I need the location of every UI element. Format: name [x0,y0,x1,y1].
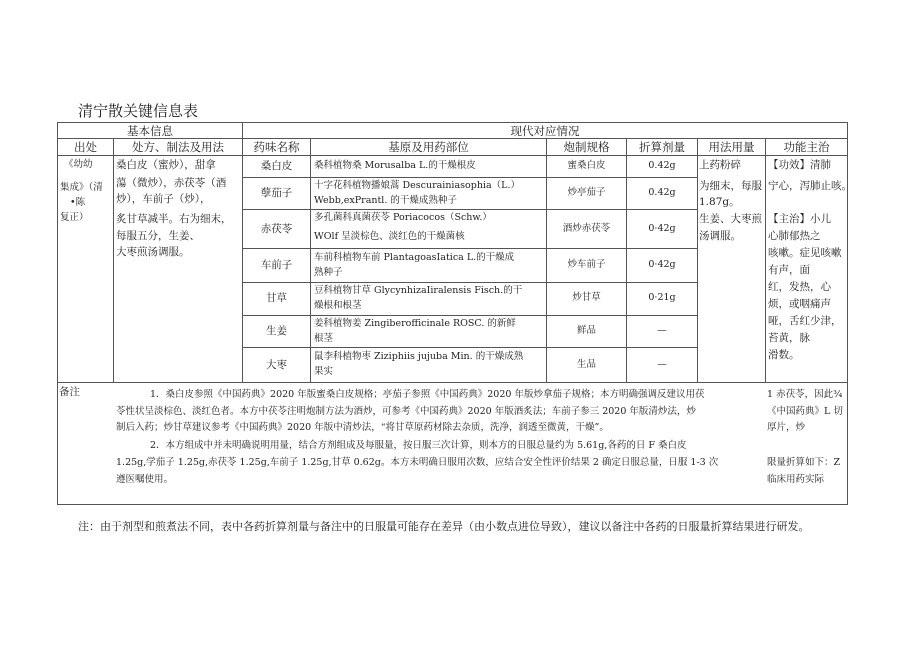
source-line: 集成》（清 [60,182,103,193]
remark-top [57,382,848,383]
herb-dose: 0·42g [648,259,676,270]
usage-line: 1.87g。 [699,196,740,208]
herb-origin: 根茎 [314,333,334,344]
effect-line: 咳嗽。症见咳嗽 [768,247,842,259]
effect-line: 滑数。 [768,349,800,361]
method-line: 大枣煎汤调服。 [116,246,190,258]
header-dose: 折算剂量 [639,140,685,154]
header-origin: 基原及用药部位 [388,140,469,154]
remark-right-line: 限量折算如下：Z [767,457,841,468]
herb-origin: Webb,exPrantl. 的干燥成熟种子 [314,195,457,206]
table-border-bottom [57,504,848,505]
method-line: 桑白皮（蜜炒），甜拿 [116,159,216,171]
source-line: •陈 [70,197,86,208]
footnote: 注：由于剂型和煎煮法不同，表中各药折算剂量与备注中的日服量可能存在差异（由小数点进位导致），建议以备注中各药的日服量折算结果进行研发。 [78,520,810,533]
effect-line: 心肺郁热之 [768,230,821,242]
remark-line: 1．桑白皮参照《中国药典》2020 年版蜜桑白皮规格；亭茄子参照《中国药典》2020 年版炒拿茄子规格；本方明确强调反建议用茯 [150,389,705,400]
table-title: 清宁散关键信息表 [78,102,199,120]
herb-process: 炒车前子 [567,259,606,270]
herb-process: 鲜品 [576,325,596,336]
header-process: 炮制规格 [563,140,610,154]
herb-process: 生品 [576,359,596,370]
herb-name: 甘草 [266,292,287,304]
header-basic-info: 基本信息 [127,124,173,138]
remark-right-line: 1 赤茯苓，因此¾ [767,389,843,400]
remark-line: 2．本方组成中并未明确说明用量，结合方剂组成及每服量，按日服三次计算，则本方的日服总量约为 5.61g,各药的日 F 桑白皮 [150,440,687,451]
herb-dose: 0.42g [648,187,676,198]
herb-origin: 多孔菌科真菌茯苓 Poriacocos（Schw.） [314,212,492,223]
herb-origin: 车前科植物车前 PlantagoasIatica L.的干燥成 [314,252,515,263]
usage-line: 上药粉碎 [699,159,741,171]
usage-line: 生姜、大枣煎 [699,213,762,225]
herb-name: 生姜 [266,325,287,337]
header-method: 处方、制法及用法 [132,140,224,154]
effect-line: 【功效】清肺 [768,159,831,171]
herb-name: 车前子 [260,259,293,271]
usage-line: 为细末，每服 [699,180,762,192]
herb-name: 大枣 [266,359,287,371]
table-border-left [57,122,58,505]
effect-line: 哑，舌红少津， [768,315,842,327]
header-source: 出处 [74,140,97,154]
herb-origin: WOlf 呈淡棕色、淡红色的干燥菌核 [314,231,465,242]
header-effect: 功能主治 [783,140,830,154]
herb-origin: 燥根和根茎 [314,300,362,311]
herb-dose: — [657,359,667,370]
effect-line: 苔黄，脉 [768,332,810,344]
effect-line: 烦，或咽痛声 [768,298,831,310]
column-divider [310,138,311,383]
herb-origin: 十字花科植物播娘蒿 Descurainiasophia（L.） [314,180,520,191]
column-divider [765,138,766,383]
herb-dose: 0·42g [648,223,676,234]
herb-origin: 熟种子 [314,267,343,278]
herb-process: 炒甘草 [572,292,601,303]
effect-line: 有声，面 [768,264,810,276]
source-line: 复正） [60,212,89,223]
remark-line: 1.25g,学茄子 1.25g,赤茯苓 1.25g,车前子 1.25g,甘草 0.62g。本方未明确日服用次数，应结合安全性评价结果 2 确定日服总量，日服 1-3 次 [116,457,719,468]
remark-line: 遵医嘱使用。 [116,474,174,485]
herb-process: 酒炒赤茯苓 [562,223,611,234]
remark-right-line: 《中国药典》L 切 [767,406,843,417]
remark-line: 制后入药；炒甘草建议参考《中国药典》2020 年版中清炒法，“将甘草原药材除去杂质，洗净，润透至微黄，干燥”。 [116,422,609,433]
herb-dose: — [657,325,667,336]
herb-process: 炒亭茄子 [567,187,606,198]
herb-dose: 0·21g [648,292,676,303]
herb-name: 赤茯苓 [260,223,293,235]
herb-origin: 鼠李科植物枣 Ziziphiis jujuba Min. 的干燥成熟 [314,351,524,362]
effect-line: 红，发热，心 [768,281,831,293]
table-border-top [57,122,848,123]
herb-name: 桑白皮 [260,160,293,172]
column-divider [697,138,698,383]
method-line: 炙甘草减半。右为细末， [116,213,232,225]
source-line: 《幼幼 [64,159,93,170]
header-herb-name: 药味名称 [253,140,300,154]
header-bottom [57,155,848,156]
remark-label: 备注 [59,386,80,398]
usage-line: 汤调服。 [699,230,741,242]
effect-line: 【主治】小儿 [768,213,831,225]
effect-line: 宁心，泻肺止咳。 [768,180,852,192]
remark-right-line: 临床用药实际 [767,474,825,485]
method-line: 每服五分，生姜、 [116,230,200,242]
herb-origin: 桑科植物桑 Morusalba L.的干燥根皮 [314,160,476,171]
method-line: 炒），车前子（炒）， [116,193,211,205]
herb-process: 蜜桑白皮 [567,160,606,171]
method-line: 蕩（微炒），赤茯苓（酒 [116,177,227,189]
herb-origin: 果实 [314,366,334,377]
herb-dose: 0.42g [648,160,676,171]
herb-origin: 姜科植物姜 Zingiberofficinale ROSC. 的新鲜 [314,318,516,329]
remark-right-line: 厚片，炒 [767,422,806,433]
herb-name: 孽茄子 [260,187,293,199]
header-modern: 现代对应情况 [510,124,580,138]
column-divider [113,138,114,383]
header-usage: 用法用量 [708,140,755,154]
remark-line: 苓性状呈淡棕色、淡红色者。本方中茯苓注明炮制方法为酒炒，可参考《中国药典》2020 年版酒炙法；车前子参三 2020 年版清炒法，炒 [116,406,696,417]
herb-origin: 豆科植物甘草 GlycynhizaIiralensis Fisch.的干 [314,285,523,296]
header-divider [57,138,848,139]
